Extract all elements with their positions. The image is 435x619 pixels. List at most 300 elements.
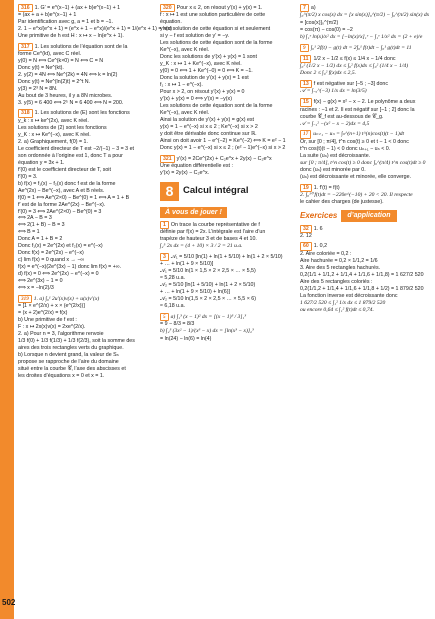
exercise-line-text: Ke^(−x), avec K réel.	[160, 47, 210, 54]
exercise-first-line	[18, 295, 148, 303]
exercise-line-text: ≈ 6,18 u.a.	[160, 303, 185, 310]
exercise-line-text: y doit être dérivable donc continue sur ℝ.	[160, 130, 257, 137]
exercise-number-badge: 19	[300, 184, 312, 192]
exercise-line-text: Ainsi la solution de y′(x) + y(x) = g(x) est	[160, 117, 255, 123]
exercise-line	[18, 271, 148, 278]
exercise-line	[18, 303, 148, 310]
exercise-line-text: + … + ln(1 + 9 × 5/10) + ln(6)]	[160, 289, 230, 296]
exercise-line	[300, 192, 432, 199]
chapter-sidebar-strip	[0, 0, 14, 619]
exercise-block	[18, 295, 148, 380]
exercise-line-text: son ordonnée à l’origine est 1, donc T a pour	[18, 152, 123, 159]
exercise-line	[18, 338, 148, 345]
exercise-number-badge: 320	[160, 4, 175, 12]
exercise-line-text: Donc A = 1 + B = 2	[18, 236, 63, 243]
exercise-number-badge: 5	[160, 313, 169, 321]
exercise-line-text: ⟺ x = −ln(2)/3	[18, 285, 54, 292]
exercise-line	[160, 328, 292, 335]
exercise-first-line	[300, 184, 432, 192]
exercise-line-text: y′(x) = 2y(x) − C₂e^x.	[160, 169, 210, 176]
exercise-line-text: La suite (uₙ) est décroissante.	[300, 152, 371, 159]
exercise-line-text: Donc 2 ≤ ∫₀² f(x)dx ≤ 2,5.	[300, 70, 357, 77]
exercise-line	[18, 79, 148, 86]
exercise-line	[160, 75, 292, 82]
exercise-number-badge: 17	[300, 130, 311, 138]
exercise-block	[300, 55, 432, 78]
exercise-line-text: f est négative sur [−5 ; −3] donc	[313, 81, 388, 88]
exercise-line-text: y(x) = 1 − e^(−x) si x ≤ 2 ; Ke^(−x) si x > 2	[160, 123, 258, 130]
exercise-line	[300, 307, 432, 314]
exercise-line	[18, 366, 148, 373]
exercise-line	[160, 47, 292, 54]
exercise-line-text: Donc y(t) = Ne^(kt).	[18, 64, 64, 71]
exercise-line-text: On trace la courbe représentative de f	[170, 221, 260, 228]
exercise-line	[18, 317, 148, 324]
exercise-first-line	[300, 55, 432, 63]
exercise-line-text: a) ∫₁³ (x − 1)² dx = [(x − 1)³ / 3]₁³	[170, 313, 247, 320]
exercise-line-text: f′(0) = 3.	[18, 173, 38, 180]
exercise-line-text: Les solutions de cette équation sont de la forme	[160, 40, 273, 47]
exercise-line-text: 2. 1 − e^x/(e^x + 1) = (e^x + 1 − e^x)/(e^x + 1) = 1/(e^x + 1) = h(x)	[18, 26, 173, 33]
exercise-line-text: équation y = 3x + 1.	[18, 159, 65, 166]
exercise-line-text: F : x ↦ 2x(x)v(x) = 2xe^(2/x).	[18, 324, 86, 331]
exercise-line-text: aires des trois rectangles verts du graphique.	[18, 345, 124, 352]
exercise-line	[160, 282, 292, 289]
exercise-line-text: 1. Les solutions de l’équation sont de la	[34, 43, 128, 50]
exercise-line	[18, 195, 148, 202]
exercise-line-text: 1. f′(t) = f(t)	[313, 184, 340, 191]
exercise-line	[300, 107, 432, 114]
exercise-line-text: y(0) = 0 ⟺ 1 + Ke^(−0) = 0 ⟺ K = −1.	[160, 68, 253, 75]
exercise-line	[160, 275, 292, 282]
exercise-line	[18, 19, 148, 26]
exercise-line-text: 2. y(2) = 4N ⟺ Ne^(2k) = 4N ⟺ k = ln(2)	[18, 71, 118, 78]
exercise-line	[300, 258, 432, 265]
exercise-line	[160, 289, 292, 296]
exercise-line	[18, 188, 148, 195]
exercise-line	[300, 279, 432, 286]
exercise-line-text: f(x) = e^(−x)(2e^(3x) − 1) donc lim f(x) = +∞.	[18, 264, 122, 271]
exercise-line	[160, 229, 292, 236]
exercise-line-text: y_K : x ↦ 1 + Ke^(−x), avec K réel.	[160, 61, 242, 68]
exercise-first-line	[300, 225, 432, 233]
exercise-block	[300, 225, 432, 240]
exercise-first-line	[300, 242, 432, 250]
exercise-line	[300, 70, 432, 77]
exercise-first-line	[18, 109, 148, 117]
exercise-line-text: si y − f est solution de y′ = −y.	[160, 33, 230, 40]
exercise-line-text: définie par f(x) = 2x. L’intégrale est l’aire d’un	[160, 229, 266, 236]
exercise-line-text: b) Une primitive de f est :	[18, 317, 77, 324]
exercise-line	[160, 131, 292, 138]
chapter-number: 8	[160, 182, 179, 201]
exercise-line	[18, 100, 148, 107]
exercise-line-text: 1. G′ = e^(x−1) + (ax + b)e^(x−1) + 1	[34, 5, 121, 11]
exercise-line	[18, 236, 148, 243]
exercise-line	[300, 34, 432, 41]
exercise-line-text: Donc les solutions de y′(x) + y(x) = 1 sont	[160, 54, 257, 61]
exercise-number-badge: 32	[300, 225, 312, 233]
exercise-line-text: Une primitive de h est H : x ↦ x − ln(e^x + 1).	[18, 33, 124, 40]
exercise-line-text: 2. Aire coloriée = 0,2 :	[300, 250, 352, 257]
exercise-line-text: 1/2 x − 1/2 ≤ f(x) ≤ 1/4 x − 1/4 donc	[313, 55, 396, 62]
exercise-line	[160, 268, 292, 275]
exercise-line-text: (uₙ) est décroissante et minorée, elle converge.	[300, 174, 412, 181]
exercise-line	[18, 310, 148, 317]
a-vous-de-jouer-banner: À vous de jouer !	[160, 207, 227, 218]
exercise-line-text: 1 627/2 520 ≤ ∫₁² 1/x dx ≤ 1 879/2 520	[300, 299, 386, 306]
exercise-line-text: Une équation différentielle est :	[160, 162, 233, 169]
exercise-line-text: c) lim f(x) = 0 quand x → −∞	[18, 257, 85, 264]
exercise-line-text: 𝒜₂ = 5/10 ln(1,5 × 2 × 2,5 × … × 5,5 × 6)	[160, 296, 256, 303]
exercise-line-text: b) ∫₁ᵉ ln(x)/x² dx = [−ln(x)/x]₁ᵉ − ∫₁ᵉ 1/x² dx = (2 + e)/e	[300, 33, 423, 40]
exercise-line	[18, 285, 148, 292]
exercise-line	[160, 33, 292, 40]
exercise-line-text: ∫₀^(π/2) x cos(x) dx = [x sin(x)]₀^(π/2) − ∫₀^(π/2) sin(x) dx	[300, 12, 430, 19]
application-tag: d’application	[341, 210, 396, 221]
exercise-line	[300, 167, 432, 174]
exercise-block	[160, 221, 292, 251]
exercise-line	[18, 352, 148, 359]
exercise-line-text: Or, sur [0 ; π/4], t^n cos(t) ≥ 0 et t − 1 < 0 donc	[300, 138, 409, 145]
exercises-label: Exercices	[300, 210, 338, 220]
column-right	[300, 4, 432, 317]
exercise-line	[160, 96, 292, 103]
exercise-line-text: 2. a) Pour n = 3, l’algorithme renvoie	[18, 331, 104, 338]
column-middle	[160, 4, 292, 345]
exercise-line	[18, 278, 148, 285]
exercise-block	[18, 109, 148, 292]
exercise-line-text: le cahier des charges (de justesse).	[300, 199, 384, 206]
exercise-line-text: ≈ 5,28 u.a.	[160, 275, 185, 282]
exercise-line-text: Par identification avec g, a = 1 et b = −1.	[18, 19, 113, 26]
exercise-line-text: ∫₀² (1/2 x − 1/2) dx ≤ ∫₀² f(x)dx ≤ ∫₀² (1/4 x − 1/4)	[300, 62, 409, 69]
exercise-number-badge: 13	[300, 80, 312, 88]
exercise-line-text: les droites d’équations x = 0 et x = 1.	[18, 373, 105, 380]
exercise-line-text: ou encore 0,64 ≤ ∫₁² f(t)dt ≤ 0,74.	[300, 306, 374, 313]
exercise-line-text: 2. 12	[300, 232, 312, 239]
exercise-line-text: Donc la solution de y′(x) + y(x) = 1 est	[160, 75, 249, 82]
exercise-line-text: situé entre la courbe 𝒞, l’axe des abscisses et	[18, 366, 126, 373]
exercise-line-text: y_k : x ↦ ke^(2x), avec K réel.	[18, 117, 89, 124]
exercise-line-text: 0,2(1/1 + 1/1,2 + 1/1,4 + 1/1,6 + 1/1,8) = 1 627/2 520	[300, 271, 424, 278]
exercise-line-text: y′(x) + y(x) = 0 ⟺ y′(x) = −y(x)	[160, 96, 232, 103]
middle-exercises-chapter	[160, 221, 292, 343]
exercise-line-text: 2. a) Graphiquement, f(0) = 1.	[18, 138, 88, 145]
chapter-header	[160, 182, 292, 201]
exercise-block	[300, 80, 432, 96]
exercise-line-text: y_K : x ↦ Ke^(−x), avec K réel.	[18, 131, 91, 138]
exercise-line-text: = [cos(x)]₀^(π/2)	[300, 19, 339, 26]
exercise-line	[18, 118, 148, 125]
exercise-line	[300, 265, 432, 272]
exercise-block	[160, 253, 292, 310]
exercise-line	[160, 336, 292, 343]
exercise-line	[18, 26, 173, 33]
exercise-block	[18, 43, 148, 107]
exercise-line-text: f₁ : x ↦ 1 − e^(−x).	[160, 82, 203, 89]
exercise-line-text: Les solutions de (2) sont les fonctions	[18, 124, 107, 131]
exercise-line	[18, 153, 148, 160]
exercise-line	[300, 153, 432, 160]
exercise-line-text: + … + ln(1 + 9 × 5/10)]	[160, 261, 214, 268]
exercise-first-line	[160, 4, 292, 12]
exercise-line	[18, 51, 148, 58]
exercise-line-text: 2. ∫₀¹⁰ f(t)dt = −220e^(−10) + 20 < 20. Il respecte	[300, 191, 413, 198]
exercise-line-text: d) f(x) = 0 ⟺ 2e^(2x) − e^(−x) = 0	[18, 271, 99, 278]
exercise-line-text: racines : −1 et 2. Il est négatif sur [−1 ; 2] donc la	[300, 106, 415, 113]
exercise-line-text: = [1 × e^(2/x) + x × (e^(2/x))]	[18, 303, 85, 310]
exercise-number-badge: 1	[160, 221, 169, 229]
exercise-line-text: La fonction inverse est décroissante donc	[300, 292, 398, 299]
exercise-line-text: Pour x > 2, on résout y′(x) + y(x) = 0	[160, 89, 245, 96]
exercise-line-text: 𝒜 = ∫₋₅^(−3) 1/x dx = ln(3/5)	[300, 88, 367, 95]
exercise-line-text: = ln(24) − ln(6) = ln(4)	[160, 335, 212, 342]
exercise-line	[300, 300, 432, 307]
exercise-line-text: Donc y(t) = Ne^(ln(2)t) = 2^t N.	[18, 78, 91, 85]
exercise-line-text: propose se rapproche de l’aire du domaine	[18, 359, 119, 366]
exercise-line-text: f(0) = 1 ⟺ Ae^(2×0) − Be^(0) = 1 ⟺ A = 1 + B	[18, 194, 130, 201]
exercise-block	[300, 184, 432, 207]
page-number: 502	[2, 598, 16, 607]
exercise-line-text: 𝒜₁ = 5/10 [ln(1) + ln(1 + 5/10) + ln(1 + 2 × 5/10)	[170, 254, 283, 261]
exercise-line-text: 1. a) ∫₀¹ 2u′(x)v(x) + u(x)v′(x)	[33, 295, 100, 302]
exercise-first-line	[300, 130, 432, 138]
exercises-header	[300, 210, 432, 221]
exercise-block	[300, 242, 432, 314]
exercise-line	[18, 58, 148, 65]
exercise-block	[300, 44, 432, 52]
exercise-line-text: ⟺ B = 1	[18, 229, 40, 236]
right-application-exercises	[300, 225, 432, 315]
exercise-line-text: 1. Les solutions de (E) sont les fonctions	[34, 110, 130, 117]
exercise-line-text: Aire hachurée = 0,2 × 1/1,2 = 1/6	[300, 257, 378, 264]
exercise-line-text: trapèze de hauteur 3 et de bases 4 et 10.	[160, 236, 257, 243]
exercise-line	[160, 12, 292, 19]
exercise-first-line	[300, 4, 432, 12]
exercise-line	[18, 359, 148, 366]
exercise-line	[300, 160, 432, 167]
exercise-line	[300, 12, 432, 19]
exercise-line	[18, 243, 148, 250]
exercise-number-badge: 7	[300, 4, 309, 12]
exercise-line	[18, 174, 148, 181]
exercise-line	[300, 88, 432, 95]
exercise-line-text: Donc y(x) = 1 − e^(−x) si x ≤ 2 ; (e² − 1)e^(−x) si x > 2	[160, 144, 286, 151]
exercise-line	[160, 89, 292, 96]
exercise-line	[18, 139, 148, 146]
exercise-line	[18, 345, 148, 352]
exercise-first-line	[160, 253, 292, 261]
exercise-line	[300, 293, 432, 300]
exercise-number-badge: 319	[18, 295, 32, 303]
exercise-number-badge: 11	[300, 55, 311, 63]
exercise-line-text: 3. y(5) = 6 400 ⟺ 2⁵ N = 6 400 ⟺ N = 200.	[18, 99, 124, 106]
exercise-first-line	[160, 155, 292, 163]
exercise-line-text: ∫₀¹ 2f(t) − g(t) dt = 2∫₀¹ f(t)dt − ∫₀¹ g(t)dt = 11	[310, 44, 412, 51]
exercise-line	[18, 202, 148, 209]
exercise-line	[300, 272, 432, 279]
exercise-line-text: Donc f₁(x) = 2e^(2x) et f₂(x) = e^(−x)	[18, 243, 103, 250]
exercise-line	[300, 251, 432, 258]
exercise-line	[160, 145, 292, 152]
exercise-line	[160, 110, 292, 117]
exercise-line-text: b) ∫₂³ (3x² − 1)/(x³ − x) dx = [ln(x³ − x)]₂³	[160, 328, 254, 335]
exercise-line	[160, 243, 292, 250]
exercise-line-text: Le coefficient directeur de T est −2/(−1) − 3 = 3 et	[18, 145, 135, 152]
exercise-line	[300, 139, 432, 146]
exercise-block	[300, 130, 432, 181]
exercise-line	[18, 229, 148, 236]
exercise-line-text: f′(0) = 3 ⟺ 2Ae^(2×0) − Be^(0) = 3	[18, 208, 102, 215]
exercise-line-text: f′(0) est le coefficient directeur de T, soit	[18, 166, 111, 173]
exercise-first-line	[160, 221, 292, 229]
exercise-line-text: Pour x ≤ 2, on résout y′(x) + y(x) = 1.	[176, 5, 263, 11]
exercise-line-text: Ae^(2x) − Be^(−x), avec A et B réels.	[18, 187, 105, 194]
exercise-line-text: 𝒜₂ = 5/10 [ln(1 + 5/10) + ln(1 + 2 × 5/10)	[160, 282, 256, 289]
exercise-line	[18, 222, 148, 229]
exercise-first-line	[18, 4, 148, 12]
exercise-line-text: f : x ↦ 1 est une solution particulière de cette	[160, 12, 266, 19]
exercise-line	[160, 103, 292, 110]
exercise-line	[300, 233, 432, 240]
exercise-line	[160, 117, 292, 124]
exercise-line-text: courbe 𝒞_f est au-dessous de 𝒞_g.	[300, 113, 384, 120]
exercise-line-text: 0,2(1/1,2 + 1/1,4 + 1/1,6 + 1/1,8 + 1/2) = 1 879/2 520	[300, 285, 424, 292]
exercise-line	[18, 72, 148, 79]
exercise-line-text: Aire des 5 rectangles coloriés :	[300, 278, 373, 285]
exercise-line-text: = 9 − 8/3 = 8/3	[160, 321, 195, 328]
exercise-line	[18, 250, 148, 257]
exercise-line-text: ⟺ 2A − B = 3	[18, 215, 52, 222]
exercise-block	[160, 4, 292, 152]
exercise-line	[160, 54, 292, 61]
exercise-line-text: = (ax + a + b)e^(x−1) + 1	[18, 12, 77, 19]
exercise-line	[18, 93, 148, 100]
exercise-line	[18, 146, 148, 153]
exercise-line	[300, 146, 432, 153]
exercise-line	[18, 264, 148, 271]
exercise-line	[300, 114, 432, 121]
exercise-first-line	[300, 98, 432, 106]
exercise-line	[18, 12, 148, 19]
exercise-line	[18, 324, 148, 331]
exercise-line-text: a)	[310, 5, 316, 11]
exercise-line-text: b) f(x) = f₁(x) − f₂(x) donc f est de la forme	[18, 180, 116, 187]
exercise-line-text: équation.	[160, 19, 182, 26]
exercise-line	[18, 215, 148, 222]
exercise-line	[18, 65, 148, 72]
exercise-number-badge: 317	[18, 43, 33, 51]
exercise-number-badge: 316	[18, 4, 33, 12]
exercise-line-text: t^n cos(t)(t − 1) < 0 donc uₙ₊₁ − uₙ < 0.	[300, 145, 391, 152]
exercise-line	[18, 373, 148, 380]
exercise-line-text: f(x) − g(x) = x² − x − 2. Le polynôme a deux	[313, 99, 416, 106]
exercise-line-text: 1. 6	[313, 225, 323, 232]
exercise-line-text: Donc f(x) = 2e^(2x) − e^(−x)	[18, 250, 84, 257]
exercise-line	[300, 174, 432, 181]
exercise-line-text: 𝒜 = ∫₋₁² −(x² − x − 2)dx = 4,5	[300, 120, 370, 127]
exercise-first-line	[18, 43, 148, 51]
exercise-line	[300, 121, 432, 128]
exercise-line-text: sur [0 ; π/4], t^n cos(t) ≥ 0 donc ∫₀^(π/4) t^n cos(t)dt ≥ 0	[300, 159, 426, 166]
exercise-line-text: forme Ce^(kt), avec C réel.	[18, 51, 82, 57]
exercise-line-text: = cos(π) − cos(0) = −2	[300, 26, 353, 33]
exercise-line	[160, 68, 292, 75]
exercise-line	[18, 125, 148, 132]
exercise-number-badge: 60	[300, 242, 312, 250]
exercise-line-text: y′(x) = 2Ce^(2x) + C₂e^x + 2y(x) − C₂e^x	[176, 155, 272, 162]
right-exercises	[300, 4, 432, 206]
exercise-line	[160, 138, 292, 145]
exercise-line-text: y(3) = 2³ N = 8N.	[18, 85, 58, 92]
exercise-line-text: Les solutions de cette équation sont de la forme	[160, 103, 273, 110]
exercise-line-text: y est solution de cette équation si et seulement	[160, 26, 271, 33]
exercise-line	[160, 61, 292, 68]
exercise-line	[160, 124, 292, 131]
exercise-line-text: ⟺ 2e^(3x) − 1 = 0	[18, 278, 63, 285]
chapter-title: Calcul intégral	[183, 184, 249, 196]
exercise-line	[160, 82, 292, 89]
exercise-line	[160, 170, 292, 177]
exercise-line	[160, 303, 292, 310]
exercise-line	[160, 261, 292, 268]
exercise-line	[300, 20, 432, 27]
exercise-block	[300, 98, 432, 128]
exercise-line-text: b) Lorsque n devient grand, la valeur de Sₙ	[18, 352, 119, 359]
exercise-line	[18, 331, 148, 338]
exercise-line-text: f′ est de la forme 2Ae^(2x) − Be^(−x).	[18, 201, 106, 208]
exercise-line-text: ∫₂⁵ 2x dx = (4 + 10) × 3 / 2 = 21 u.a.	[160, 243, 243, 250]
exercise-first-line	[300, 44, 432, 52]
exercise-line	[300, 199, 432, 206]
exercise-first-line	[160, 313, 292, 321]
exercise-line	[18, 209, 148, 216]
middle-exercises	[160, 4, 292, 177]
exercise-line-text: Ainsi on doit avoir 1 − e^(−2) = Ke^(−2) ⟺ K = e² − 1	[160, 137, 286, 144]
exercise-block	[300, 4, 432, 41]
exercise-line	[18, 132, 148, 139]
exercise-line	[18, 33, 148, 40]
exercise-line	[160, 26, 292, 33]
exercise-line-text: = (x + 2)e^(2/x) = f(x)	[18, 310, 68, 317]
exercise-line-text: y(0) = N ⟺ Ce^(k×0) = N ⟺ C = N	[18, 57, 104, 64]
exercise-line-text: 3. Aire des 5 rectangles hachurés.	[300, 264, 381, 271]
exercise-line-text: 𝒜₁ = 5/10 ln(1 × 1,5 × 2 × 2,5 × … × 5,5)	[160, 268, 256, 275]
exercise-line-text: uₙ₊₁ − uₙ = ∫ₙ^(n+1) t^(n)cos(t)(t − 1)dt	[313, 131, 405, 138]
exercise-number-badge: 318	[18, 109, 33, 117]
exercise-line	[160, 19, 292, 26]
exercise-line	[18, 167, 148, 174]
exercise-line-text: donc (uₙ) est minorée par 0.	[300, 167, 366, 174]
exercise-line	[18, 257, 148, 264]
exercise-line	[160, 163, 292, 170]
exercise-number-badge: 321	[160, 155, 175, 163]
exercise-block	[160, 313, 292, 343]
exercise-line	[160, 40, 292, 47]
exercise-line	[18, 86, 148, 93]
exercise-block	[160, 155, 292, 177]
exercise-line	[160, 296, 292, 303]
exercise-line	[300, 27, 432, 34]
exercise-line	[18, 181, 148, 188]
exercise-line	[18, 160, 148, 167]
exercise-number-badge: 3	[160, 253, 169, 261]
exercise-line	[300, 286, 432, 293]
exercise-line-text: 1. 0,2	[313, 243, 328, 250]
exercise-line-text: ⟺ 2(1 + B) − B = 3	[18, 222, 65, 229]
exercise-number-badge: 15	[300, 98, 312, 106]
